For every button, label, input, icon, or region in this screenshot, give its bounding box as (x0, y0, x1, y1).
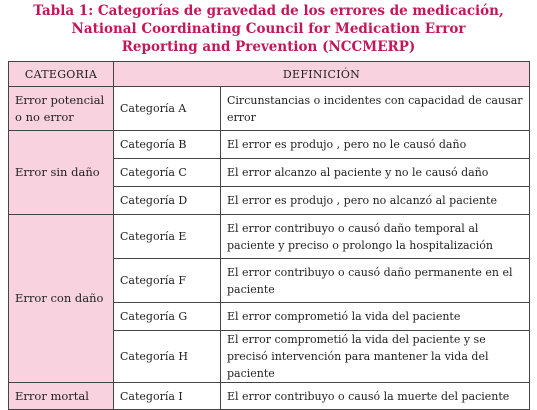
definition-cell: El error comprometió la vida del paciente y se precisó intervención para mantener la vida del paciente (221, 331, 530, 383)
category-cell: Categoría B (114, 131, 221, 159)
definition-cell: El error es produjo , pero no alcanzó al paciente (221, 187, 530, 215)
table-title (0, 2, 537, 56)
group-error-mortal: Error mortal (9, 383, 114, 410)
group-error-potencial: Error potencial o no error (9, 87, 114, 131)
table-title-line-1: Tabla 1: Categorías de gravedad de los errores de medicación, (33, 3, 504, 19)
table-title-line-3: Reporting and Prevention (NCCMERP) (121, 39, 416, 55)
group-error-sin-dano: Error sin daño (9, 131, 114, 215)
definition-cell: El error es produjo , pero no le causó daño (221, 131, 530, 159)
definition-cell: El error contribuyo o causó daño permanente en el paciente (221, 259, 530, 303)
group-error-con-dano: Error con daño (9, 215, 114, 383)
category-cell: Categoría A (114, 87, 221, 131)
table-row (9, 87, 530, 131)
table-header-row (9, 62, 530, 87)
category-cell: Categoría E (114, 215, 221, 259)
table-row (9, 215, 530, 259)
definition-cell: El error comprometió la vida del paciente (221, 303, 530, 331)
category-cell: Categoría C (114, 159, 221, 187)
definition-cell: El error alcanzo al paciente y no le causó daño (221, 159, 530, 187)
table-title-line-2: National Coordinating Council for Medication Error (71, 21, 466, 37)
category-cell: Categoría I (114, 383, 221, 410)
definition-cell: El error contribuyo o causó la muerte del paciente (221, 383, 530, 410)
header-definicion: DEFINICIÓN (114, 62, 530, 87)
severity-categories-table (8, 61, 530, 410)
definition-cell: El error contribuyo o causó daño temporal al paciente y preciso o prolongo la hospitalización (221, 215, 530, 259)
header-categoria: CATEGORIA (9, 62, 114, 87)
table-row (9, 383, 530, 410)
category-cell: Categoría G (114, 303, 221, 331)
category-cell: Categoría H (114, 331, 221, 383)
definition-cell: Circunstancias o incidentes con capacidad de causar error (221, 87, 530, 131)
category-cell: Categoría F (114, 259, 221, 303)
table-row (9, 131, 530, 159)
category-cell: Categoría D (114, 187, 221, 215)
